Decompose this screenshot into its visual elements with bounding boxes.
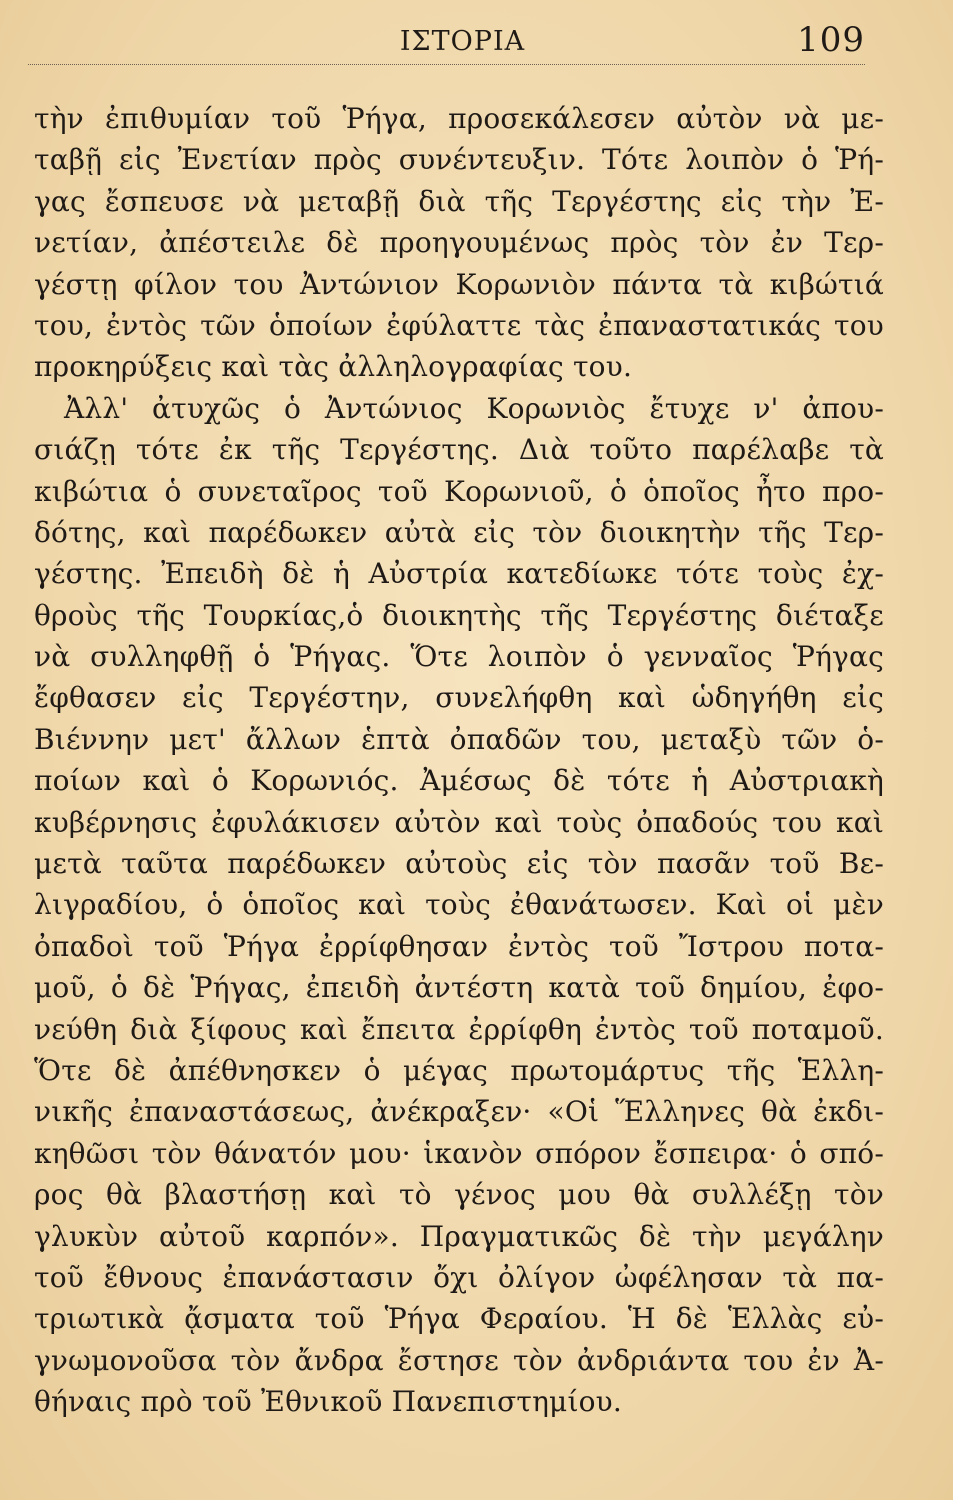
text-line: ποίων καὶ ὁ Κορωνιός. Ἀμέσως δὲ τότε ἡ Αὐστριακὴ [34, 764, 884, 798]
text-line: προκηρύξεις καὶ τὰς ἀλληλογραφίας του. [34, 350, 633, 384]
text-line: θροὺς τῆς Τουρκίας,ὁ διοικητὴς τῆς Τεργέστης διέταξε [34, 598, 884, 632]
text-line: μετὰ ταῦτα παρέδωκεν αὐτοὺς εἰς τὸν πασᾶν τοῦ Βε- [34, 847, 884, 881]
running-title: ΙΣΤΟΡΙΑ [399, 26, 526, 57]
text-line: γας ἔσπευσε νὰ μεταβῇ διὰ τῆς Τεργέστης εἰς τὴν Ἐ- [34, 184, 884, 218]
text-line: του, ἐντὸς τῶν ὁποίων ἐφύλαττε τὰς ἐπαναστατικάς του [34, 308, 884, 342]
text-line: λιγραδίου, ὁ ὁποῖος καὶ τοὺς ἐθανάτωσεν. Καὶ οἱ μὲν [34, 888, 884, 922]
text-line: ταβῇ εἰς Ἐνετίαν πρὸς συνέντευξιν. Τότε λοιπὸν ὁ Ῥή- [34, 143, 884, 177]
text-line: νεύθη διὰ ξίφους καὶ ἔπειτα ἐρρίφθη ἐντὸς τοῦ ποταμοῦ. [34, 1012, 884, 1046]
text-line: νικῆς ἐπαναστάσεως, ἀνέκραξεν· «Οἱ Ἕλληνες θὰ ἐκδι- [34, 1095, 884, 1129]
text-line: γνωμονοῦσα τὸν ἄνδρα ἔστησε τὸν ἀνδριάντα του ἐν Ἀ- [34, 1343, 884, 1377]
text-line: γλυκὺν αὐτοῦ καρπόν». Πραγματικῶς δὲ τὴν μεγάλην [34, 1219, 884, 1253]
text-line: νετίαν, ἀπέστειλε δὲ προηγουμένως πρὸς τὸν ἐν Τερ- [34, 226, 884, 260]
text-line: γέστῃ φίλον του Ἀντώνιον Κορωνιὸν πάντα τὰ κιβώτιά [34, 267, 884, 301]
text-line: νὰ συλληφθῇ ὁ Ῥήγας. Ὅτε λοιπὸν ὁ γενναῖος Ῥήγας [34, 640, 884, 674]
text-line: τὴν ἐπιθυμίαν τοῦ Ῥήγα, προσεκάλεσεν αὐτὸν νὰ με- [34, 102, 884, 135]
running-header [60, 18, 865, 58]
body-text [34, 98, 884, 1423]
text-line: κηθῶσι τὸν θάνατόν μου· ἱκανὸν σπόρον ἔσπειρα· ὁ σπό- [34, 1136, 884, 1170]
text-line: κιβώτια ὁ συνεταῖρος τοῦ Κορωνιοῦ, ὁ ὁποῖος ἦτο προ- [34, 474, 884, 508]
text-line: δότης, καὶ παρέδωκεν αὐτὰ εἰς τὸν διοικητὴν τῆς Τερ- [34, 515, 884, 549]
page-number: 109 [797, 20, 865, 60]
text-line: Ὅτε δὲ ἀπέθνησκεν ὁ μέγας πρωτομάρτυς τῆς Ἑλλη- [34, 1053, 884, 1087]
text-line: ρος θὰ βλαστήσῃ καὶ τὸ γένος μου θὰ συλλέξῃ τὸν [34, 1178, 884, 1212]
text-line: μοῦ, ὁ δὲ Ῥήγας, ἐπειδὴ ἀντέστη κατὰ τοῦ δημίου, ἐφο- [34, 971, 884, 1005]
text-line: τοῦ ἔθνους ἐπανάστασιν ὄχι ὀλίγον ὠφέλησαν τὰ πα- [34, 1260, 884, 1294]
text-line: Βιέννην μετ' ἄλλων ἑπτὰ ὀπαδῶν του, μεταξὺ τῶν ὁ- [34, 722, 884, 756]
text-line: Ἀλλ' ἀτυχῶς ὁ Ἀντώνιος Κορωνιὸς ἔτυχε ν' ἀπου- [64, 391, 884, 425]
text-line: ἔφθασεν εἰς Τεργέστην, συνελήφθη καὶ ὡδηγήθη εἰς [34, 681, 884, 715]
text-line: κυβέρνησις ἐφυλάκισεν αὐτὸν καὶ τοὺς ὀπαδούς του καὶ [34, 805, 884, 839]
header-rule [28, 64, 865, 65]
text-line: τριωτικὰ ᾄσματα τοῦ Ῥήγα Φεραίου. Ἡ δὲ Ἑλλὰς εὐ- [34, 1302, 884, 1336]
text-line: σιάζῃ τότε ἐκ τῆς Τεργέστης. Διὰ τοῦτο παρέλαβε τὰ [34, 433, 884, 467]
text-line: ὀπαδοὶ τοῦ Ῥήγα ἐρρίφθησαν ἐντὸς τοῦ Ἴστρου ποτα- [34, 929, 884, 963]
text-line: γέστης. Ἐπειδὴ δὲ ἡ Αὐστρία κατεδίωκε τότε τοὺς ἐχ- [34, 557, 884, 591]
text-line: θήναις πρὸ τοῦ Ἐθνικοῦ Πανεπιστημίου. [34, 1385, 623, 1419]
